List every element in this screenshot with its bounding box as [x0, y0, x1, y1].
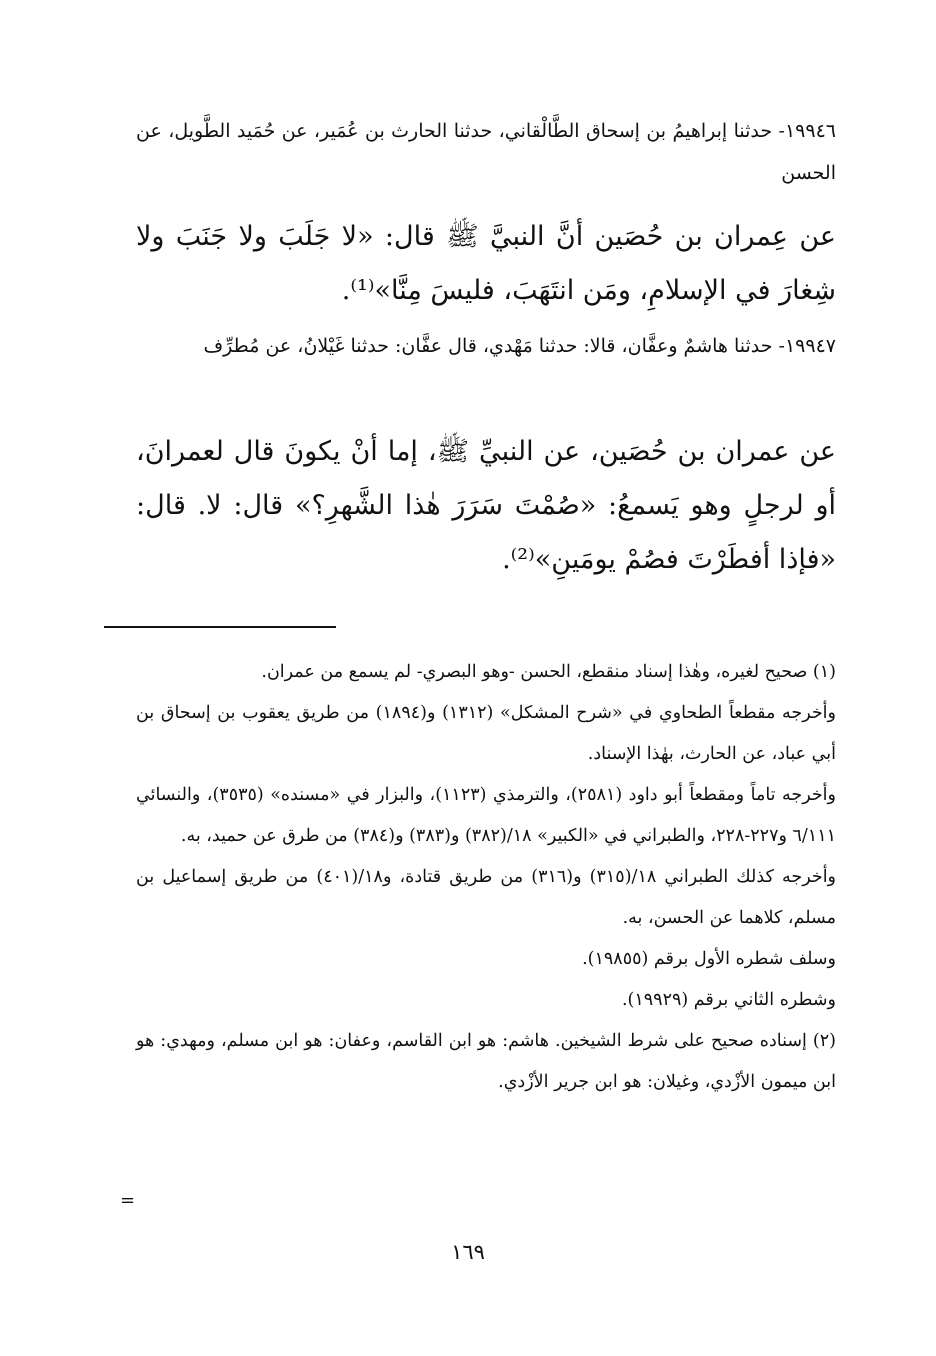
footnotes [136, 652, 836, 1103]
footnote-1-source-abudawud: وأخرجه تاماً ومقطعاً أبو داود (٢٥٨١)، والترمذي (١١٢٣)، والبزار في «مسنده» (٣٥٣٥)، والنسائي ٦/١١١ و٢٢٧-٢٢٨، والطبراني في «الكبير» ١٨/(٣٨٢) و(٣٨٣) و(٣٨٤) من طرق عن حميد، به. [136, 785, 836, 846]
footnote-1-source-tahawi: وأخرجه مقطعاً الطحاوي في «شرح المشكل» (١٣١٢) و(١٨٩٤) من طريق يعقوب بن إسحاق بن أبي عباد، عن الحارث، بهٰذا الإسناد. [136, 703, 836, 764]
footnote-1-cross-ref-1: وسلف شطره الأول برقم (١٩٨٥٥). [582, 949, 836, 969]
footnote-1-text: (١) صحيح لغيره، وهٰذا إسناد منقطع، الحسن -وهو البصري- لم يسمع من عمران. [261, 662, 836, 682]
footnote-separator [104, 626, 336, 628]
hadith-19947-isnad: ١٩٩٤٧- حدثنا هاشمٌ وعفَّان، قالا: حدثنا مَهْدي، قال عفَّان: حدثنا غَيْلانُ، عن مُطرِّف [203, 335, 836, 357]
hadith-19946-matn: عن عِمران بن حُصَين أنَّ النبيَّ ﷺ قال: «لا جَلَبَ ولا جَنَبَ ولا شِغارَ في الإسلامِ، ومَن انتَهَبَ، فليسَ مِنَّا»⁽¹⁾. [136, 221, 836, 306]
continuation-mark: = [120, 1190, 136, 1211]
footnote-2-text: (٢) إسناده صحيح على شرط الشيخين. هاشم: هو ابن القاسم، وعفان: هو ابن مسلم، ومهدي: هو ابن ميمون الأزْدي، وغيلان: هو ابن جرير الأزْدي. [136, 1031, 836, 1092]
hadith-19947-matn: عن عمران بن حُصَين، عن النبيِّ ﷺ، إما أنْ يكونَ قال لعمرانَ، أو لرجلٍ وهو يَسمعُ: «صُمْتَ سَرَرَ هٰذا الشَّهرِ؟» قال: لا. قال: «فإذا أفطَرْتَ فصُمْ يومَينِ»⁽²⁾. [136, 436, 836, 575]
footnote-1-source-tabarani: وأخرجه كذلك الطبراني ١٨/(٣١٥) و(٣١٦) من طريق قتادة، و١٨/(٤٠١) من طريق إسماعيل بن مسلم، كلاهما عن الحسن، به. [136, 867, 837, 928]
page-number: ١٦٩ [451, 1240, 485, 1264]
footnote-1-cross-ref-2: وشطره الثاني برقم (١٩٩٢٩). [621, 990, 836, 1010]
hadith-19946-isnad: ١٩٩٤٦- حدثنا إبراهيمُ بن إسحاق الطَّالْقاني، حدثنا الحارث بن عُمَير، عن حُمَيد الطَّويل، عن الحسن [136, 120, 836, 184]
